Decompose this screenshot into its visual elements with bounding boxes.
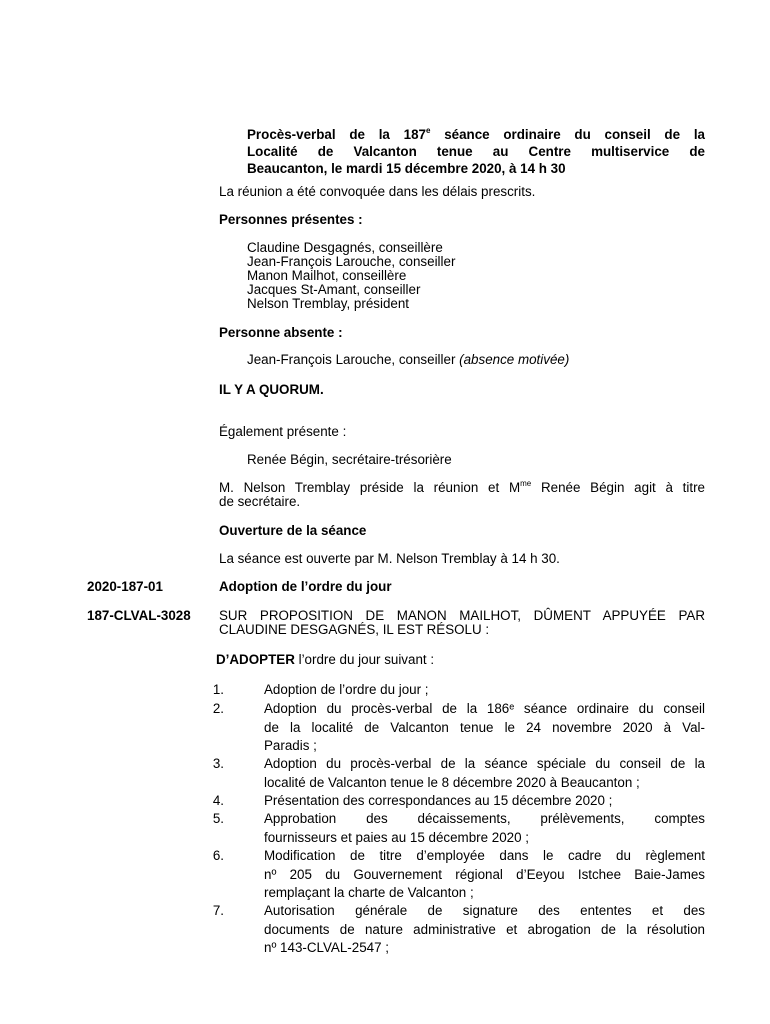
minutes-title: [247, 126, 705, 177]
present-heading: Personnes présentes :: [219, 212, 363, 227]
agenda-item: Adoption de l’ordre du jour ;: [264, 682, 429, 697]
present-person: Nelson Tremblay, président: [247, 296, 410, 311]
convocation-text: La réunion a été convoquée dans les délais prescrits.: [219, 184, 536, 199]
agenda-item: Adoption du procès-verbal de la séance spéciale du conseil de la localité de Valcanton tenue le 8 décembre 2020 à Beaucanton ;: [264, 756, 705, 790]
resolution-text: SUR PROPOSITION DE MANON MAILHOT, DÛMENT APPUYÉE PAR CLAUDINE DESGAGNÉS, IL EST RÉSOLU :: [219, 608, 705, 637]
agenda-item: Autorisation générale de signature des ententes et des documents de nature administrative et abrogation de la résolution nº 143-CLVAL-2547 ;: [264, 903, 705, 955]
agenda-item-number: 1.: [212, 682, 224, 697]
present-person: Jacques St-Amant, conseiller: [247, 282, 421, 297]
also-present-person: Renée Bégin, secrétaire-trésorière: [247, 452, 452, 467]
agenda-item: Adoption du procès-verbal de la 186ᵉ séance ordinaire du conseil de la localité de Valcanton tenue le 24 novembre 2020 à Val- Paradis ;: [264, 701, 705, 753]
agenda-item: Modification de titre d’employée dans le cadre du règlement nº 205 du Gouvernement régional d’Eeyou Istchee Baie-James remplaçant la charte de Valcanton ;: [264, 848, 705, 900]
agenda-item-number: 2.: [212, 701, 224, 716]
title-line-1: Procès-verbal de la 187e séance ordinaire du conseil de la: [247, 125, 705, 142]
agenda-item-number: 7.: [212, 903, 224, 918]
absence-note: (absence motivée): [459, 352, 570, 367]
absent-person: Jean-François Larouche, conseiller (absence motivée): [247, 352, 570, 367]
title-line-3: Beaucanton, le mardi 15 décembre 2020, à 14 h 30: [247, 161, 566, 176]
agenda-item-number: 5.: [212, 811, 224, 826]
resolution-number: 187-CLVAL-3028: [87, 608, 191, 623]
present-person: Claudine Desgagnés, conseillère: [247, 240, 443, 255]
agenda-item-number: 4.: [212, 793, 224, 808]
opening-heading: Ouverture de la séance: [219, 523, 367, 538]
agenda-item-number: 6.: [212, 848, 224, 863]
also-present-heading: Également présente :: [219, 424, 347, 439]
present-person: Manon Mailhot, conseillère: [247, 268, 407, 283]
agenda-item: Présentation des correspondances au 15 décembre 2020 ;: [264, 793, 613, 808]
adopt-statement: D’ADOPTER l’ordre du jour suivant :: [216, 652, 435, 667]
quorum-statement: IL Y A QUORUM.: [219, 382, 324, 397]
agenda-item-number: 3.: [212, 756, 224, 771]
present-person: Jean-François Larouche, conseiller: [247, 254, 456, 269]
item-heading: Adoption de l’ordre du jour: [219, 579, 392, 594]
title-line-2: Localité de Valcanton tenue au Centre multiservice de: [247, 144, 705, 159]
absent-heading: Personne absente :: [219, 325, 343, 340]
item-number: 2020-187-01: [87, 579, 163, 594]
opening-text: La séance est ouverte par M. Nelson Tremblay à 14 h 30.: [219, 551, 560, 566]
presides-paragraph: M. Nelson Tremblay préside la réunion et $M^{me}$ Renée Bégin agit à titre de secrétaire.: [219, 478, 706, 509]
agenda-item: Approbation des décaissements, prélèvements, comptes fournisseurs et paies au 15 décembre 2020 ;: [264, 811, 705, 845]
present-list: [247, 241, 455, 311]
